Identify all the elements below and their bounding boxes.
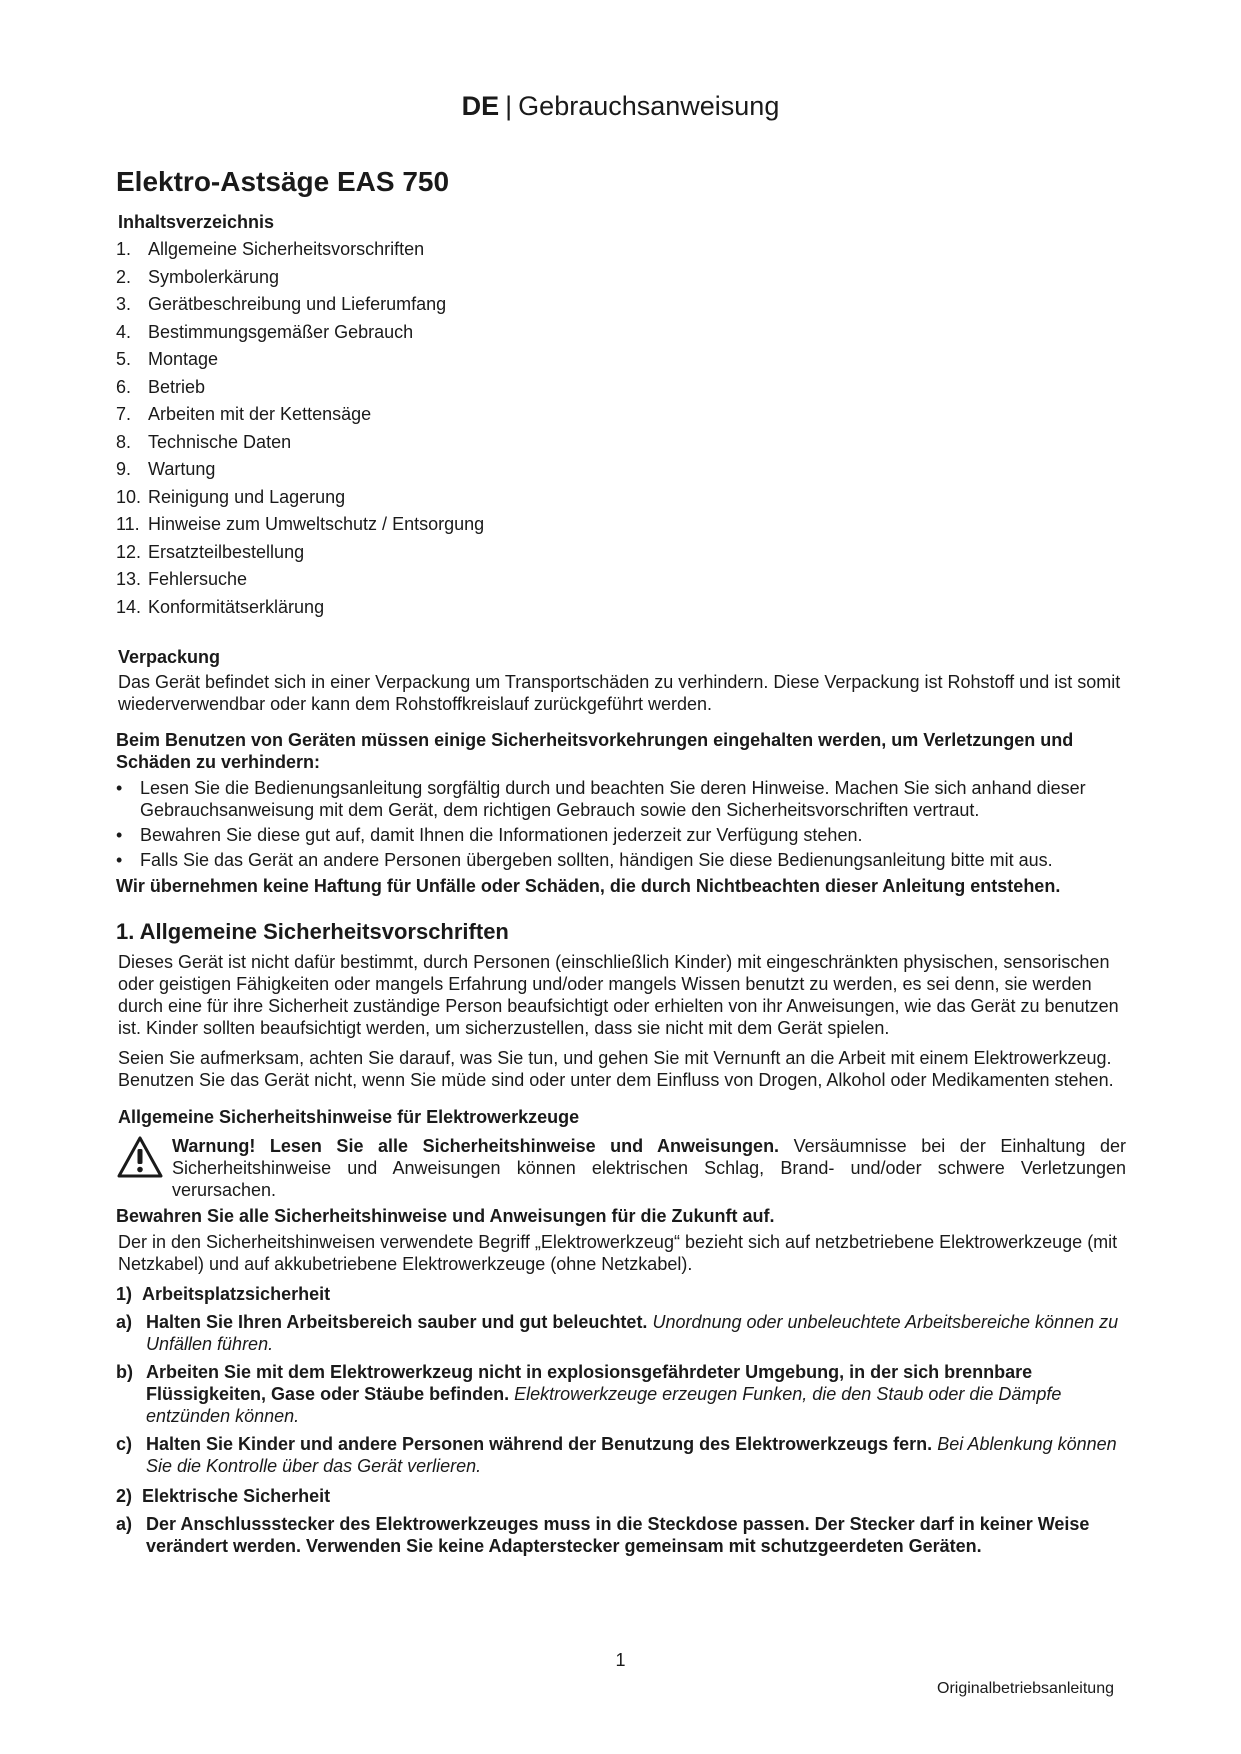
liability-note: Wir übernehmen keine Haftung für Unfälle oder Schäden, die durch Nichtbeachten dieser Anleitung entstehen. <box>116 876 1061 896</box>
toc-item: 8. Technische Daten <box>116 431 292 452</box>
safety-intro: Beim Benutzen von Geräten müssen einige Sicherheitsvorkehrungen eingehalten werden, um Verletzungen und Schäden zu verhindern: <box>116 730 1074 772</box>
toc-item: 9. Wartung <box>116 459 216 479</box>
toc-item: 7. Arbeiten mit der Kettensäge <box>116 404 372 424</box>
header-separator: | <box>505 91 513 121</box>
packaging-heading: Verpackung <box>118 647 221 667</box>
packaging-text: Das Gerät befindet sich in einer Verpackung um Transportschäden zu verhindern. Diese Verpackung ist Rohstoff und ist somit wiederverwendbar oder kann dem Rohstoffkreislauf zurückgeführt werden. <box>118 672 1121 714</box>
toc-item: 11. Hinweise zum Umweltschutz / Entsorgung <box>116 514 485 534</box>
list-item: • Bewahren Sie diese gut auf, damit Ihnen die Informationen jederzeit zur Verfügung stehen. <box>116 824 1126 846</box>
toc-item: 14. Konformitätserklärung <box>116 596 325 617</box>
toc-item: 4. Bestimmungsgemäßer Gebrauch <box>116 321 414 342</box>
table-of-contents <box>116 236 1126 621</box>
keep-instructions: Bewahren Sie alle Sicherheitshinweise und Anweisungen für die Zukunft auf. <box>116 1206 775 1226</box>
toc-item: 12. Ersatzteilbestellung <box>116 541 305 562</box>
toc-item: 13. Fehlersuche <box>116 569 248 589</box>
toc-item: 10. Reinigung und Lagerung <box>116 486 346 507</box>
list-item: a) Der Anschlussstecker des Elektrowerkzeuges muss in die Steckdose passen. Der Stecker darf in keiner Weise verändert werden. Verwenden Sie keine Adapterstecker gemeinsam mit schutzgeerdeten Geräten. <box>116 1514 1090 1556</box>
warning-triangle-icon <box>116 1135 168 1181</box>
document-body <box>116 164 1126 1563</box>
toc-item: 3. Gerätbeschreibung und Lieferumfang <box>116 294 447 314</box>
header-title: Gebrauchsanweisung <box>518 91 780 121</box>
document-title: Elektro-Astsäge EAS 750 <box>116 166 450 197</box>
footer-note: Originalbetriebsanleitung <box>937 1680 1114 1697</box>
safety-bullet-list <box>116 777 1126 871</box>
warning-text-wrap <box>172 1135 1126 1201</box>
warning-block <box>116 1135 1126 1201</box>
warning-text: Versäumnisse bei der Einhaltung der Sicherheitshinweise und Anweisungen können elektrischen Schlag, Brand- und/oder schwere Verletzungen verursachen. <box>172 1136 1126 1200</box>
toc-heading: Inhaltsverzeichnis <box>118 212 275 232</box>
term-definition: Der in den Sicherheitshinweisen verwendete Begriff „Elektrowerkzeug“ bezieht sich auf netzbetriebene Elektrowerkzeuge (mit Netzkabel) und auf akkubetriebene Elektrowerkzeuge (ohne Netzkabel). <box>118 1232 1118 1274</box>
section-1-paragraph-1: Dieses Gerät ist nicht dafür bestimmt, durch Personen (einschließlich Kinder) mit eingeschränkten physischen, sensorischen oder geistigen Fähigkeiten oder mangels Erfahrung und/oder mangels Wissen benutzt zu werden, es sei denn, sie werden durch eine für ihre Sicherheit zuständige Person beaufsichtigt oder erhielten von ihr Anweisungen, wie das Gerät zu benutzen ist. Kinder sollten beaufsichtigt werden, um sicherzustellen, dass sie nicht mit dem Gerät spielen. <box>118 952 1119 1038</box>
subsection-electrical-safety: 2) Elektrische Sicherheit <box>116 1486 331 1506</box>
subsection-workplace-safety: 1) Arbeitsplatzsicherheit <box>116 1284 331 1304</box>
page-header <box>0 88 1241 124</box>
toc-item: 5. Montage <box>116 349 219 369</box>
page-number: 1 <box>615 1650 626 1670</box>
list-item: a) Halten Sie Ihren Arbeitsbereich sauber und gut beleuchtet. Unordnung oder unbeleuchtete Arbeitsbereiche können zu Unfällen führen. <box>116 1312 1119 1354</box>
section-1-title: 1. Allgemeine Sicherheitsvorschriften <box>116 919 509 944</box>
toc-item: 2. Symbolerkärung <box>116 266 280 287</box>
list-item: c) Halten Sie Kinder und andere Personen während der Benutzung des Elektrowerkzeugs fern. Bei Ablenkung können Sie die Kontrolle über das Gerät verlieren. <box>116 1434 1117 1476</box>
language-code: DE <box>461 91 500 121</box>
toc-item: 1. Allgemeine Sicherheitsvorschriften <box>116 239 425 259</box>
list-item: • Falls Sie das Gerät an andere Personen übergeben sollten, händigen Sie diese Bedienungsanleitung bitte mit aus. <box>116 849 1126 871</box>
section-1-paragraph-2: Seien Sie aufmerksam, achten Sie darauf, was Sie tun, und gehen Sie mit Vernunft an die Arbeit mit einem Elektrowerkzeug. Benutzen Sie das Gerät nicht, wenn Sie müde sind oder unter dem Einfluss von Drogen, Alkohol oder Medikamenten stehen. <box>118 1048 1114 1090</box>
toc-item: 6. Betrieb <box>116 376 206 397</box>
general-safety-heading: Allgemeine Sicherheitshinweise für Elektrowerkzeuge <box>118 1107 580 1127</box>
list-item: b) Arbeiten Sie mit dem Elektrowerkzeug nicht in explosionsgefährdeter Umgebung, in der sich brennbare Flüssigkeiten, Gase oder Stäube befinden. Elektrowerkzeuge erzeugen Funken, die den Staub oder die Dämpfe entzünden können. <box>116 1362 1062 1426</box>
warning-bold: Warnung! Lesen Sie alle Sicherheitshinweise und Anweisungen. <box>172 1136 780 1156</box>
list-item: • Lesen Sie die Bedienungsanleitung sorgfältig durch und beachten Sie deren Hinweise. Machen Sie sich anhand dieser Gebrauchsanweisung mit dem Gerät, dem richtigen Gebrauch sowie den Sicherheitsvorschriften vertraut. <box>116 777 1126 821</box>
